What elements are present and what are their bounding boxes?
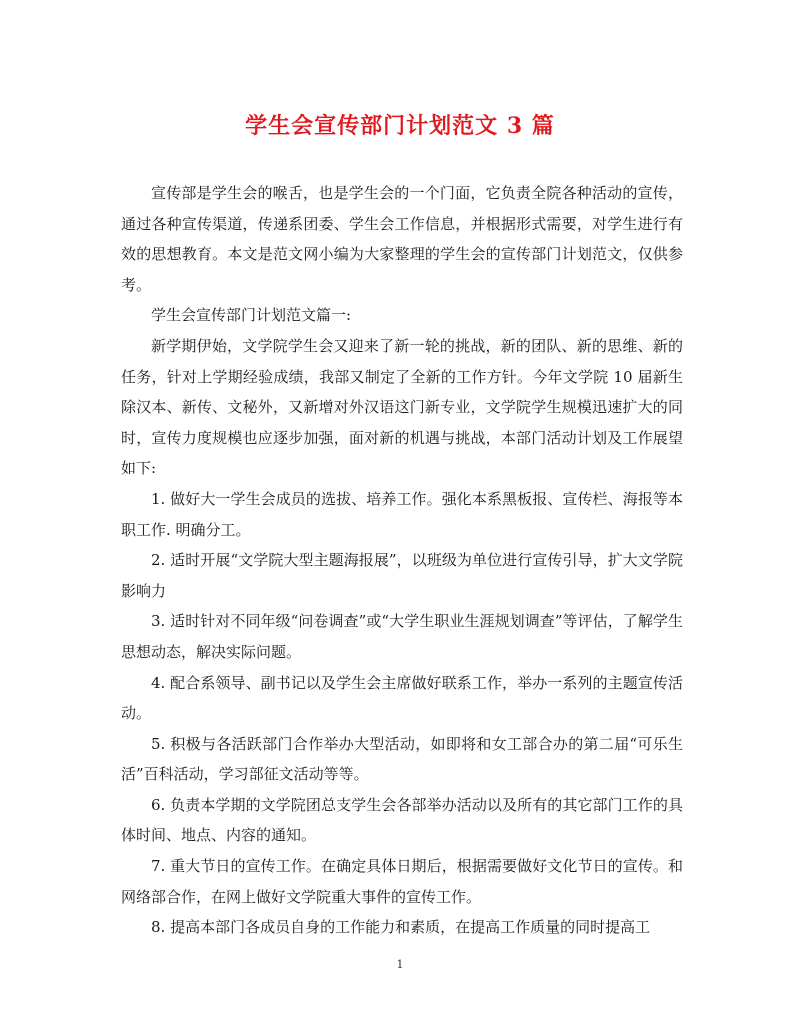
paragraph-item-8: 8. 提高本部门各成员自身的工作能力和素质，在提高工作质量的同时提高工 bbox=[151, 918, 651, 937]
page-number: 1 bbox=[396, 958, 404, 971]
paragraph-item-2: 2. 适时开展“文学院大型主题海报展”，以班级为单位进行宣传引导，扩大文学院影响力 bbox=[121, 551, 683, 600]
paragraph-item-5: 5. 积极与各活跃部门合作举办大型活动，如即将和女工部合办的第二届“可乐生活”百科活动，学习部征文活动等等。 bbox=[121, 734, 683, 784]
paragraph-item-6: 6. 负责本学期的文学院团总支学生会各部举办活动以及所有的其它部门工作的具体时间、地点、内容的通知。 bbox=[121, 795, 683, 845]
document-body bbox=[121, 178, 683, 943]
paragraph-intro: 宣传部是学生会的喉舌，也是学生会的一个门面，它负责全院各种活动的宣传，通过各种宣传渠道，传递系团委、学生会工作信息，并根据形式需要，对学生进行有效的思想教育。本文是范文网小编为大家整理的学生会的宣传部门计划范文，仅供参考。 bbox=[121, 184, 683, 294]
document-title: 学生会宣传部门计划范文 3 篇 bbox=[245, 113, 555, 139]
paragraph-item-1: 1. 做好大一学生会成员的选拔、培养工作。强化本系黑板报、宣传栏、海报等本职工作. 明确分工。 bbox=[121, 489, 683, 539]
paragraph-item-4: 4. 配合系领导、副书记以及学生会主席做好联系工作，举办一系列的主题宣传活动。 bbox=[121, 673, 683, 723]
paragraph-item-3: 3. 适时针对不同年级“问卷调查”或“大学生职业生涯规划调查”等评估，了解学生思想动态，解决实际问题。 bbox=[121, 612, 683, 661]
paragraph-section-heading: 学生会宣传部门计划范文篇一: bbox=[151, 306, 352, 325]
paragraph-item-7: 7. 重大节日的宣传工作。在确定具体日期后，根据需要做好文化节日的宣传。和网络部合作，在网上做好文学院重大事件的宣传工作。 bbox=[121, 857, 683, 906]
paragraph-overview: 新学期伊始，文学院学生会又迎来了新一轮的挑战，新的团队、新的思维、新的任务，针对上学期经验成绩，我部又制定了全新的工作方针。今年文学院 10 届新生除汉本、新传、文秘外，又新增对外汉语这门新专业，文学院学生规模迅速扩大的同时，宣传力度规模也应逐步加强，面对新的机遇与挑战，本部门活动计划及工作展望如下: bbox=[121, 336, 683, 478]
